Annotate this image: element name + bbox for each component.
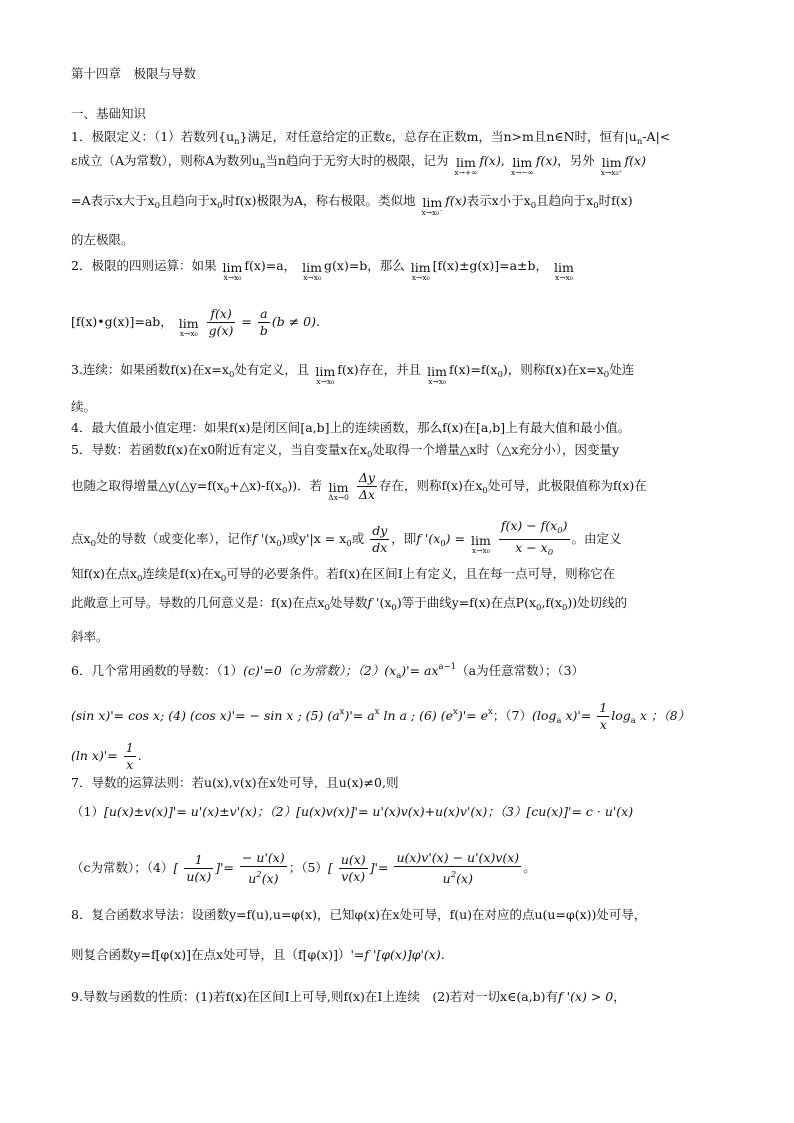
fraction: $\frac{f(x) - f(x_0)}{x - x_0}$ — [500, 518, 568, 558]
fraction: $\frac{1}{x}$ — [125, 740, 134, 772]
para-3-line-2: 续。 — [71, 399, 97, 414]
limit-notation: lim x→x₀ — [427, 364, 447, 386]
para-5-line-4: 知f(x)在点$x_0$连续是f(x)在$x_0$可导的必要条件。若f(x)在区间I上有定义，且在每一点可导，则称它在 — [71, 566, 616, 584]
para-5-line-1: 5．导数：若函数f(x)在x0附近有定义，当自变量x在$x_0$处取得一个增量△x时（△x充分小），因变量y — [71, 442, 620, 460]
para-8-line-1: 8．复合函数求导法：设函数y=f(u),u=φ(x)，已知φ(x)在x处可导，f(u)在对应的点u(u=φ(x))处可导， — [71, 907, 647, 922]
limit-notation: lim x→+∞ — [454, 155, 478, 177]
para-6-line-2: (sin x)'= cos x; (4) (cos x)'= − sin x ; (5) $(a^x)'= a^x$ ln a ; (6) $(e^x)'= e^x$；$(7)(\log_a$ x)'= $\frac{1}{x}$ $\log_a x$ ；（8） — [71, 700, 691, 732]
limit-notation: lim x→x₀ — [470, 533, 491, 555]
para-2-line-1: 2．极限的四则运算：如果 lim x→x₀ f(x)=a， lim x→x₀ g(x)=b，那么 lim x→x₀ [f(x)±g(x)]=a±b， lim x→x₀ — [71, 258, 574, 282]
para-1-line-1: 1．极限定义：（1）若数列$\{u_n\}$满足，对任意给定的正数ε，总存在正数m，当n>m且n∈N时，恒有$|u_n-A|<$ — [71, 129, 671, 147]
chapter-title: 第十四章 极限与导数 — [71, 66, 197, 81]
fraction: $\frac{- u'(x)}{u^2(x)}$ — [241, 850, 285, 886]
para-7-line-3: （c为常数）；（4）[ $\frac{1}{u(x)}$ ]'= $\frac{- u'(x)}{u^2(x)}$ ；（5）[ $\frac{u(x)}{v(x)}$ ]'= $\frac{u(x)v'(x) - u'(x)v(x)}{u^2(x)}$ 。 — [71, 850, 536, 886]
fraction: $\frac{1}{u(x)}$ — [186, 852, 212, 884]
limit-notation: lim Δx→0 — [328, 480, 349, 502]
para-1-line-3: =A表示x大于$x_0$且趋向于$x_0$时f(x)极限为A，称右极限。类似地 lim x→x₀⁻ f(x)表示x小于$x_0$且趋向于$x_0$时f(x) — [71, 193, 633, 217]
fraction: $\frac{f(x)}{g(x)}$ — [208, 306, 234, 338]
fraction: $\frac{1}{x}$ — [599, 700, 608, 732]
limit-notation: lim x→x₀⁺ — [600, 155, 623, 177]
limit-notation: lim x→x₀⁻ — [421, 195, 444, 217]
limit-notation: lim x→x₀ — [410, 260, 431, 282]
para-5-line-2: 也随之取得增量$\triangle y(\triangle y=f(x_0+\triangle x)-f(x_0))$．若 lim Δx→0 $\frac{\Delta y}{\Delta x}$ 存在，则称f(x)在$x_0$处可导，此极限值称为f(x)在 — [71, 470, 647, 502]
para-6-line-1: 6．几个常用函数的导数：（1）(c)'=0（c为常数）；$(2)(x_a)'= ax^{a-1}(a$为任意常数）；（3） — [71, 662, 585, 681]
para-4: 4．最大值最小值定理：如果f(x)是闭区间[a,b]上的连续函数，那么f(x)在[a,b]上有最大值和最小值。 — [71, 420, 631, 435]
fraction: $\frac{a}{b}$ — [259, 306, 268, 338]
fraction: $\frac{dy}{dx}$ — [372, 523, 388, 555]
para-8-line-2: 则复合函数y=f[φ(x)]在点x处可导，且（f[φ(x)]）'=f '[φ(x)]φ'(x). — [71, 947, 445, 962]
para-6-line-3: (ln x)'= $\frac{1}{x}$ . — [71, 740, 142, 772]
para-1-line-2: ε成立（A为常数），则称A为数列$u_n$当n趋向于无穷大时的极限，记为 lim x→+∞ f(x), lim x→−∞ f(x)，另外 lim x→x₀⁺ f(x) — [71, 153, 646, 177]
section-heading: 一、基础知识 — [71, 106, 147, 121]
limit-notation: lim x→x₀ — [222, 260, 243, 282]
para-7-line-2: （1）[u(x)±v(x)]'= u'(x)±v'(x)；（2）[u(x)v(x)]'= u'(x)v(x)+u(x)v'(x)；（3）[cu(x)]'= c · u'(x) — [71, 804, 634, 819]
fraction: $\frac{\Delta y}{\Delta x}$ — [358, 470, 375, 502]
limit-notation: lim x→x₀ — [554, 260, 574, 282]
para-7-line-1: 7．导数的运算法则：若u(x),v(x)在x处可导，且u(x)≠0,则 — [71, 775, 399, 790]
para-2-line-2: [f(x)•g(x)]=ab， lim x→x₀ $\frac{f(x)}{g(x)}$ = $\frac{a}{b}$ (b ≠ 0). — [71, 306, 320, 338]
limit-notation: lim x→x₀ — [315, 364, 336, 386]
para-3-line-1: 3.连续：如果函数f(x)在$x=x_0$处有定义，且 lim x→x₀ f(x)存在，并且 lim x→x₀ $f(x)=f(x_0)$，则称f(x)在$x=x_0$处连 — [71, 362, 635, 386]
para-1-line-4: 的左极限。 — [71, 232, 134, 247]
fraction: $\frac{u(x)}{v(x)}$ — [340, 852, 366, 884]
limit-notation: lim x→−∞ — [510, 155, 534, 177]
para-5-line-5: 此敞意上可导。导数的几何意义是：f(x)在点$x_0$处导数f '$(x_0)$等于曲线y=f(x)在点$P(x_0,f(x_0))$处切线的 — [71, 595, 628, 613]
para-9-line-1: 9.导数与函数的性质：(1)若f(x)在区间I上可导,则f(x)在I上连续 (2)若对一切x∈(a,b)有f '(x) > 0， — [71, 989, 626, 1004]
limit-notation: lim x→x₀ — [178, 316, 199, 338]
para-5-line-6: 斜率。 — [71, 629, 109, 644]
fraction: $\frac{u(x)v'(x) - u'(x)v(x)}{u^2(x)}$ — [396, 850, 520, 886]
limit-notation: lim x→x₀ — [302, 260, 323, 282]
para-5-line-3: 点$x_0$处的导数（或变化率），记作f '$(x_0)$或$y'|x = x_0$或 $\frac{dy}{dx}$ ，即f '$(x_0)$ = lim x→x₀ $\frac{f(x) - f(x_0)}{x - x_0}$ 。由定义 — [71, 518, 723, 561]
